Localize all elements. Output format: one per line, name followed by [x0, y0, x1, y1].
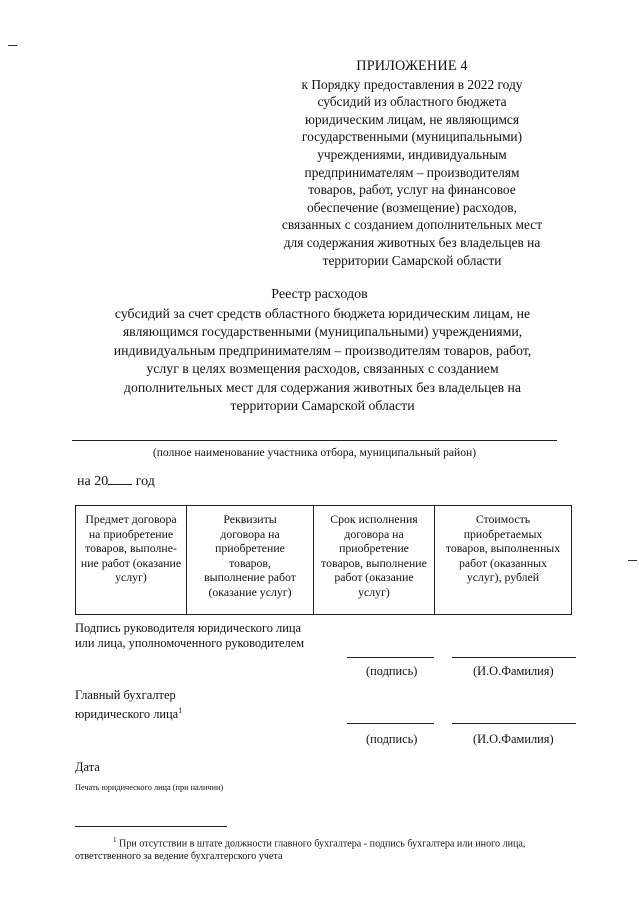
participant-caption: (полное наименование участника отбора, муниципальный район): [152, 446, 477, 459]
register-line-2: являющимся государственными (муниципальными) учреждениями,: [122, 324, 523, 340]
appendix-line-3: юридическим лицам, не являющимся: [304, 111, 520, 127]
year-suffix: год: [132, 474, 155, 489]
header-text: договора на: [220, 526, 280, 541]
register-description: [70, 305, 575, 415]
header-cell-details: [187, 506, 314, 615]
header-text: приобретение: [339, 541, 409, 556]
head-signature-field: [347, 657, 434, 658]
appendix-line-5: учреждениями, индивидуальным: [317, 146, 507, 162]
appendix-line-2: субсидий из областного бюджета: [317, 94, 507, 110]
header-text: услуг): [358, 584, 390, 599]
appendix-line-10: для содержания животных без владельцев на: [283, 234, 541, 250]
appendix-title: ПРИЛОЖЕНИЕ 4: [356, 58, 468, 74]
footnote: [75, 834, 575, 863]
year-blank: [108, 472, 132, 485]
register-line-6: территории Самарской области: [230, 398, 415, 414]
appendix-line-4: государственными (муниципальными): [301, 129, 523, 145]
head-name-caption: (И.О.Фамилия): [473, 664, 554, 678]
accountant-label: [75, 688, 182, 723]
year-prefix: на 20: [77, 474, 109, 489]
participant-name-line: [72, 440, 557, 441]
scan-edge-mark: [8, 45, 17, 46]
header-text: Срок исполнения: [330, 512, 418, 526]
date-label: Дата: [75, 760, 100, 774]
appendix-line-9: связанных с созданием дополнительных мест: [281, 217, 543, 233]
header-text: приобретаемых: [463, 526, 543, 541]
head-name-field: [452, 657, 576, 658]
head-signature-line-1: Подпись руководителя юридического лица: [75, 621, 302, 635]
footnote-separator: [75, 826, 227, 827]
footnote-ref: 1: [178, 706, 183, 716]
accountant-line-2: [75, 703, 182, 723]
header-text: Стоимость: [475, 512, 531, 526]
accountant-signature-caption: (подпись): [366, 732, 418, 746]
header-text: Реквизиты: [223, 512, 277, 526]
header-text: товаров, выполне-: [85, 541, 177, 556]
header-text: товаров,: [229, 555, 271, 570]
header-text: Предмет договора: [85, 512, 177, 526]
stamp-note: Печать юридического лица (при наличии): [75, 783, 224, 792]
header-text: товаров, выполнение: [321, 555, 427, 570]
header-text: ние работ (оказание: [80, 555, 182, 570]
accountant-name-caption: (И.О.Фамилия): [473, 732, 554, 746]
header-text: услуг), рублей: [466, 570, 540, 585]
year-line: [77, 472, 155, 490]
appendix-line-1: к Порядку предоставления в 2022 году: [301, 76, 523, 92]
accountant-signature-field: [347, 723, 434, 724]
footnote-text-1: При отсутствии в штате должности главного бухгалтера - подпись бухгалтера или иного лица,: [116, 838, 526, 850]
header-text: на приобретение: [88, 526, 174, 541]
header-text: услуг): [115, 570, 147, 585]
accountant-line-2-text: юридического лица: [75, 707, 179, 722]
header-text: выполнение работ: [204, 570, 296, 585]
footnote-line-2: ответственного за ведение бухгалтерского учета: [75, 851, 283, 863]
header-text: договора на: [344, 526, 404, 541]
head-signature-caption: (подпись): [366, 664, 418, 678]
register-line-1: субсидий за счет средств областного бюджета юридическим лицам, не: [114, 306, 531, 321]
accountant-line-1: Главный бухгалтер: [75, 688, 176, 702]
header-cell-term: [314, 506, 435, 615]
scan-edge-mark: [628, 560, 637, 561]
header-cell-cost: [435, 506, 572, 615]
head-signature-label: [75, 621, 304, 652]
appendix-header: [262, 58, 562, 269]
header-text: (оказание услуг): [208, 584, 292, 599]
appendix-line-8: обеспечение (возмещение) расходов,: [307, 199, 517, 215]
register-title: Реестр расходов: [271, 287, 368, 302]
header-text: работ (оказанных: [459, 555, 547, 570]
header-text: товаров, выполненных: [445, 541, 561, 556]
appendix-line-7: товаров, работ, услуг на финансовое: [308, 182, 516, 198]
register-line-3: индивидуальным предпринимателям – производителям товаров, работ,: [113, 342, 532, 358]
appendix-line-11: территории Самарской области: [322, 252, 502, 268]
header-cell-subject: [76, 506, 187, 615]
footnote-mark: 1: [113, 836, 117, 844]
header-text: приобретение: [215, 541, 285, 556]
register-line-4: услуг в целях возмещения расходов, связанных с созданием: [146, 361, 499, 377]
footnote-line-1: [75, 834, 575, 850]
header-text: работ (оказание: [334, 570, 414, 585]
appendix-line-6: предпринимателям – производителям: [304, 164, 520, 180]
register-line-5: дополнительных мест для содержания животных без владельцев на: [123, 379, 522, 395]
table-header-row: [76, 506, 572, 615]
register-table: [75, 505, 572, 615]
head-signature-line-2: или лица, уполномоченного руководителем: [75, 636, 305, 651]
accountant-name-field: [452, 723, 576, 724]
